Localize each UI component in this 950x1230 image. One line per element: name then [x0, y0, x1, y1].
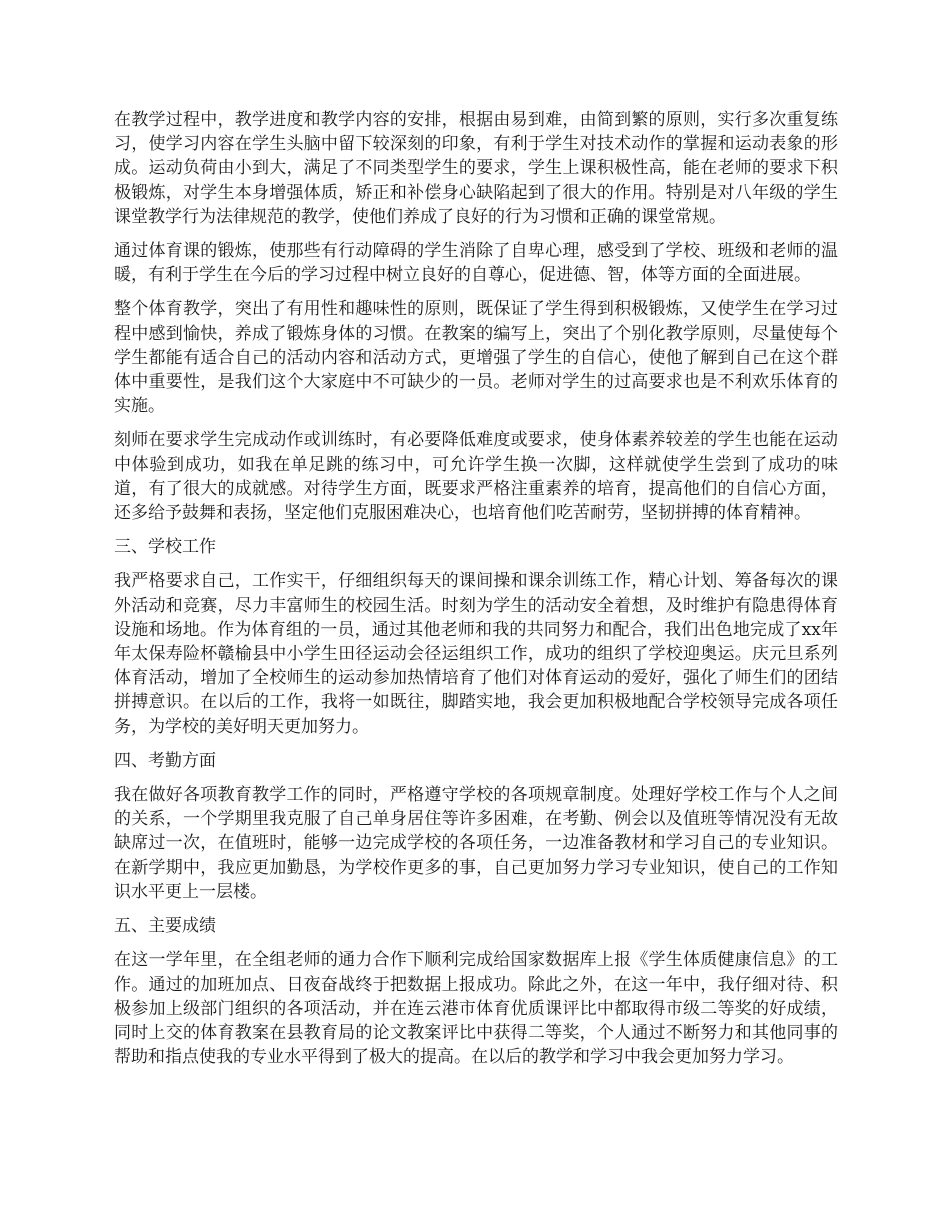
section-heading-achievements: 五、主要成绩: [114, 916, 216, 937]
paragraph-teaching-principles: 整个体育教学，突出了有用性和趣味性的原则，既保证了学生得到积极锻炼，又使学生在学习过程中感到愉快，养成了锻炼身体的习惯。在教案的编写上，突出了个别化教学原则，尽量使每个学生都能有适合自己的活动内容和活动方式，更增强了学生的自信心，使他了解到自己在这个群体中重要性，是我们这个大家庭中不可缺少的一员。老师对学生的过高要求也是不利欢乐体育的实施。: [114, 299, 838, 417]
paragraph-teaching-process: 在教学过程中，教学进度和教学内容的安排，根据由易到难，由简到繁的原则，实行多次重复练习，使学习内容在学生头脑中留下较深刻的印象，有利于学生对技术动作的掌握和运动表象的形成。运动负荷由小到大，满足了不同类型学生的要求，学生上课积极性高，能在老师的要求下积极锻炼，对学生本身增强体质，矫正和补偿身心缺陷起到了很大的作用。特别是对八年级的学生课堂教学行为法律规范的教学，使他们养成了良好的行为习惯和正确的课堂常规。: [114, 110, 838, 227]
section-heading-school-work: 三、学校工作: [114, 537, 216, 558]
paragraph-achievements: 在这一学年里，在全组老师的通力合作下顺利完成给国家数据库上报《学生体质健康信息》的工作。通过的加班加点、日夜奋战终于把数据上报成功。除此之外，在这一年中，我仔细对待、积极参加上级部门组织的各项活动，并在连云港市体育优质课评比中都取得市级二等奖的好成绩，同时上交的体育教案在县教育局的论文教案评比中获得二等奖，个人通过不断努力和其他同事的帮助和指点使我的专业水平得到了极大的提高。在以后的教学和学习中我会更加努力学习。: [114, 950, 838, 1068]
paragraph-attendance: 我在做好各项教育教学工作的同时，严格遵守学校的各项规章制度。处理好学校工作与个人之间的关系，一个学期里我克服了自己单身居住等许多困难，在考勤、例会以及值班等情况没有无故缺席过一次，在值班时，能够一边完成学校的各项任务，一边准备教材和学习自己的专业知识。在新学期中，我应更加勤恳，为学校作更多的事，自己更加努力学习专业知识，使自己的工作知识水平更上一层楼。: [114, 785, 838, 902]
document-body: [114, 108, 838, 1079]
paragraph-difficulty-adjustment: 刻师在要求学生完成动作或训练时，有必要降低难度或要求，使身体素养较差的学生也能在运动中体验到成功，如我在单足跳的练习中，可允许学生换一次脚，这样就使学生尝到了成功的味道，有了很大的成就感。对待学生方面，既要求严格注重素养的培育，提高他们的自信心方面，还多给予鼓舞和表扬，坚定他们克服困难决心，也培育他们吃苦耐劳，坚韧拼搏的体育精神。: [114, 430, 838, 524]
paragraph-pe-training: 通过体育课的锻炼，使那些有行动障碍的学生消除了自卑心理，感受到了学校、班级和老师的温暖，有利于学生在今后的学习过程中树立良好的自尊心，促进德、智，体等方面的全面进展。: [114, 241, 838, 286]
section-heading-attendance: 四、考勤方面: [114, 750, 216, 771]
paragraph-school-work: 我严格要求自己，工作实干，仔细组织每天的课间操和课余训练工作，精心计划、筹备每次的课外活动和竞赛，尽力丰富师生的校园生活。时刻为学生的活动安全着想，及时维护有隐患得体育设施和场地。作为体育组的一员，通过其他老师和我的共同努力和配合，我们出色地完成了xx年年太保寿险杯赣榆县中小学生田径运动会径运组织工作，成功的组织了学校迎奥运。庆元旦系列体育活动，增加了全校师生的运动参加热情培育了他们对体育运动的爱好，强化了师生们的团结拼搏意识。在以后的工作，我将一如既往，脚踏实地，我会更加积极地配合学校领导完成各项任务，为学校的美好明天更加努力。: [114, 571, 838, 737]
